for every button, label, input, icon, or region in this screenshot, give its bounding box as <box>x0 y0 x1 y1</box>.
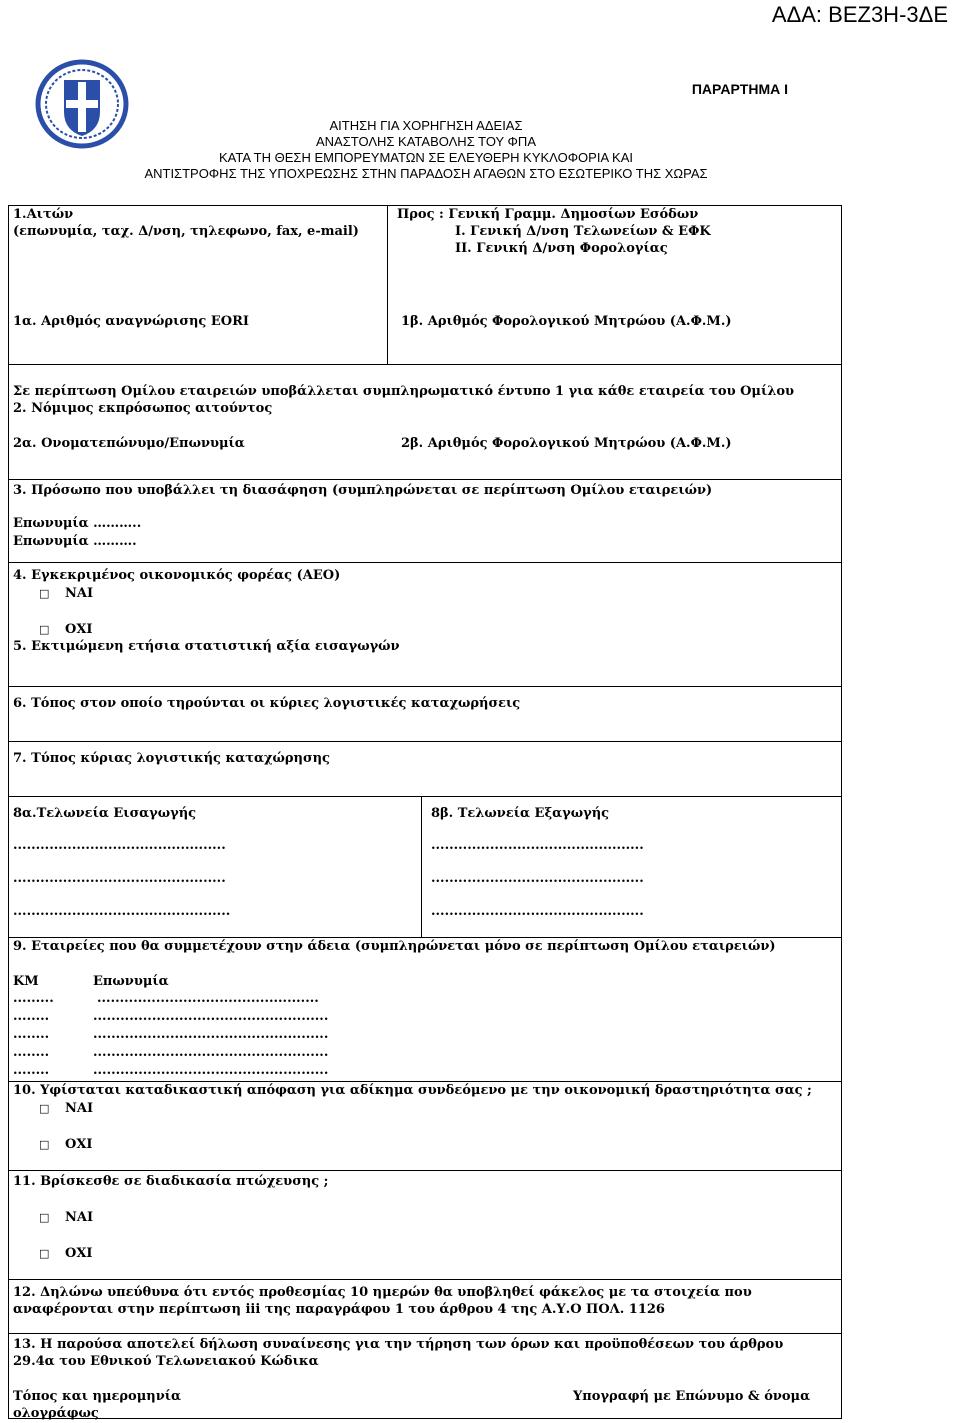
ada-code: ΑΔΑ: ΒΕΖ3Η-3ΔΕ <box>771 2 948 27</box>
section-record-type <box>9 741 841 796</box>
aeo-no-option[interactable]: □ ΟΧΙ <box>39 622 93 637</box>
section-records-location <box>9 686 841 741</box>
name-cell[interactable]: .................................................... <box>93 1009 329 1024</box>
annex-label: ΠΑΡΑΡΤΗΜΑ Ι <box>691 81 788 97</box>
checkbox-icon[interactable]: □ <box>39 1211 50 1224</box>
applicant-label: 1.Αιτών <box>13 207 74 222</box>
km-cell[interactable]: ........ <box>13 1009 50 1024</box>
import-office-line[interactable]: ............................................... <box>13 871 226 886</box>
km-cell[interactable]: ........ <box>13 1063 50 1078</box>
checkbox-icon[interactable]: □ <box>39 623 50 636</box>
declaration-line: αναφέρονται στην περίπτωση iii της παραγράφου 1 του άρθρου 4 της Α.Υ.Ο ΠΟΛ. 1126 <box>13 1302 665 1317</box>
declaration-line: 12. Δηλώνω υπεύθυνα ότι εντός προθεσμίας 10 ημερών θα υποβληθεί φάκελος με τα στοιχεία που <box>13 1285 752 1300</box>
conviction-yes-option[interactable]: □ ΝΑΙ <box>39 1101 94 1116</box>
name-cell[interactable]: ................................................. <box>97 991 319 1006</box>
export-office-line[interactable]: ............................................... <box>431 838 644 853</box>
title-line: ΚΑΤΑ ΤΗ ΘΕΣΗ ΕΜΠΟΡΕΥΜΑΤΩΝ ΣΕ ΕΛΕΥΘΕΡΗ ΚΥΚΛΟΦΟΡΙΑ ΚΑΙ <box>219 150 633 165</box>
checkbox-icon[interactable]: □ <box>39 587 50 600</box>
import-office-line[interactable]: ............................................... <box>13 838 226 853</box>
name-column-header: Επωνυμία <box>93 974 169 989</box>
place-date-label[interactable]: Τόπος και ημερομηνία <box>13 1389 182 1404</box>
rep-afm-label[interactable]: 2β. Αριθμός Φορολογικού Μητρώου (Α.Φ.Μ.) <box>401 436 732 451</box>
declarant-name-line[interactable]: Επωνυμία ………. <box>13 534 137 549</box>
section-declaration <box>9 1279 841 1333</box>
conviction-no-option[interactable]: □ ΟΧΙ <box>39 1137 93 1152</box>
export-office-line[interactable]: ............................................... <box>431 871 644 886</box>
bankruptcy-label: 11. Βρίσκεσθε σε διαδικασία πτώχευσης ; <box>13 1174 329 1189</box>
application-form <box>8 205 842 1419</box>
applicant-details-label: (επωνυμία, ταχ. Δ/νση, τηλεφωνο, fax, e-mail) <box>13 224 359 239</box>
section-participating-companies <box>9 937 841 1081</box>
section-declarant <box>9 479 841 562</box>
title-line: ΑΝΑΣΤΟΛΗΣ ΚΑΤΑΒΟΛΗΣ ΤΟΥ ΦΠΑ <box>315 134 536 149</box>
aeo-yes-option[interactable]: □ ΝΑΙ <box>39 586 94 601</box>
aeo-label: 4. Εγκεκριμένος οικονομικός φορέας (ΑΕΟ) <box>13 568 341 583</box>
checkbox-icon[interactable]: □ <box>39 1138 50 1151</box>
checkbox-icon[interactable]: □ <box>39 1102 50 1115</box>
title-line: ΑΙΤΗΣΗ ΓΙΑ ΧΟΡΗΓΗΣΗ ΑΔΕΙΑΣ <box>329 118 523 133</box>
name-cell[interactable]: .................................................... <box>93 1063 329 1078</box>
recipient-line: Ι. Γενική Δ/νση Τελωνείων & ΕΦΚ <box>455 224 711 239</box>
section-legal-representative <box>9 364 841 479</box>
km-column-header: ΚΜ <box>13 974 39 989</box>
afm-label[interactable]: 1β. Αριθμός Φορολογικού Μητρώου (Α.Φ.Μ.) <box>401 314 732 329</box>
declarant-name-line[interactable]: Επωνυμία ……….. <box>13 516 142 531</box>
section-aeo <box>9 562 841 686</box>
record-type-label[interactable]: 7. Τύπος κύριας λογιστικής καταχώρησης <box>13 751 330 766</box>
group-note: Σε περίπτωση Ομίλου εταιρειών υποβάλλεται συμπληρωματικό έντυπο 1 για κάθε εταιρεία του Ομίλου <box>13 384 795 399</box>
companies-label: 9. Εταιρείες που θα συμμετέχουν στην άδεια (συμπληρώνεται μόνο σε περίπτωση Ομίλου εταιρειών) <box>13 939 776 954</box>
section-bankruptcy <box>9 1170 841 1279</box>
signature-label[interactable]: Υπογραφή με Επώνυμο & όνομα <box>573 1389 811 1404</box>
rep-name-label[interactable]: 2α. Ονοματεπώνυμο/Επωνυμία <box>13 436 245 451</box>
form-title <box>0 118 852 182</box>
recipient-line: Προς : Γενική Γραμμ. Δημοσίων Εσόδων <box>397 207 699 222</box>
bankruptcy-yes-option[interactable]: □ ΝΑΙ <box>39 1210 94 1225</box>
checkbox-icon[interactable]: □ <box>39 1247 50 1260</box>
conviction-label: 10. Υφίσταται καταδικαστική απόφαση για αδίκημα συνδεόμενο με την οικονομική δραστηριότητα σας ; <box>13 1083 812 1098</box>
section-conviction <box>9 1081 841 1170</box>
section-customs-offices <box>9 796 841 937</box>
records-location-label[interactable]: 6. Τόπος στον οποίο τηρούνται οι κύριες λογιστικές καταχωρήσεις <box>13 696 521 711</box>
section-consent <box>9 1333 841 1421</box>
section-applicant <box>9 206 841 364</box>
name-cell[interactable]: .................................................... <box>93 1027 329 1042</box>
name-cell[interactable]: .................................................... <box>93 1045 329 1060</box>
recipient-line: ΙΙ. Γενική Δ/νση Φορολογίας <box>455 241 668 256</box>
declarant-label: 3. Πρόσωπο που υποβάλλει τη διασάφηση (συμπληρώνεται σε περίπτωση Ομίλου εταιρειών) <box>13 483 713 498</box>
title-line: ΑΝΤΙΣΤΡΟΦΗΣ ΤΗΣ ΥΠΟΧΡΕΩΣΗΣ ΣΤΗΝ ΠΑΡΑΔΟΣΗ ΑΓΑΘΩΝ ΣΤΟ ΕΣΩΤΕΡΙΚΟ ΤΗΣ ΧΩΡΑΣ <box>144 166 708 181</box>
consent-line: 29.4α του Εθνικού Τελωνειακού Κώδικα <box>13 1354 319 1369</box>
eori-label[interactable]: 1α. Αριθμός αναγνώρισης EORI <box>13 314 249 329</box>
export-office-line[interactable]: ............................................... <box>431 904 644 919</box>
bankruptcy-no-option[interactable]: □ ΟΧΙ <box>39 1246 93 1261</box>
import-office-line[interactable]: ................................................ <box>13 904 231 919</box>
km-cell[interactable]: ........ <box>13 1045 50 1060</box>
export-offices-label: 8β. Τελωνεία Εξαγωγής <box>431 806 610 821</box>
import-value-label[interactable]: 5. Εκτιμώμενη ετήσια στατιστική αξία εισαγωγών <box>13 639 400 654</box>
consent-line: 13. Η παρούσα αποτελεί δήλωση συναίνεσης για την τήρηση των όρων και προϋποθέσεων του άρθρου <box>13 1337 784 1352</box>
legal-rep-label: 2. Νόμιμος εκπρόσωπος αιτούντος <box>13 401 273 416</box>
place-date-label-2: ολογράφως <box>13 1406 99 1421</box>
km-cell[interactable]: ........ <box>13 1027 50 1042</box>
import-offices-label: 8α.Τελωνεία Εισαγωγής <box>13 806 197 821</box>
km-cell[interactable]: ......... <box>13 991 54 1006</box>
